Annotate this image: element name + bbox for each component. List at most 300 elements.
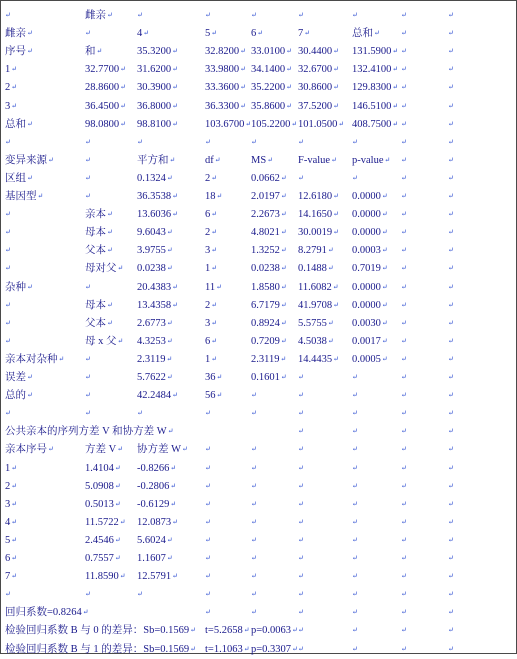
cell-text: 0.7209 xyxy=(251,335,280,347)
table-cell xyxy=(251,259,287,277)
cell-end-mark-icon: ↵ xyxy=(448,391,454,400)
cell-end-mark-icon: ↵ xyxy=(267,155,274,164)
table-cell xyxy=(352,151,390,169)
cell-end-mark-icon: ↵ xyxy=(448,65,454,74)
table-cell xyxy=(205,585,211,603)
cell-text: 5.7622 xyxy=(137,372,166,383)
cell-text: 总的 xyxy=(5,390,26,402)
table-cell xyxy=(5,459,17,477)
table-cell xyxy=(85,42,102,60)
cell-end-mark-icon: ↵ xyxy=(11,499,18,508)
cell-text: 408.7500 xyxy=(352,118,392,130)
cell-end-mark-icon: ↵ xyxy=(352,427,358,436)
table-cell xyxy=(401,640,407,658)
cell-text: 5 xyxy=(5,534,11,546)
table-cell xyxy=(298,640,304,658)
cell-text: 14.4435 xyxy=(298,353,333,365)
table-cell xyxy=(352,495,358,513)
cell-end-mark-icon: ↵ xyxy=(114,554,121,562)
cell-end-mark-icon: ↵ xyxy=(401,626,407,635)
table-cell xyxy=(298,205,339,223)
table-cell xyxy=(298,549,304,567)
table-row xyxy=(1,459,516,477)
table-cell xyxy=(401,24,407,42)
table-cell xyxy=(5,187,43,205)
cell-end-mark-icon: ↵ xyxy=(5,246,11,255)
cell-end-mark-icon: ↵ xyxy=(401,155,407,164)
cell-end-mark-icon: ↵ xyxy=(352,391,358,400)
table-cell xyxy=(448,459,454,477)
cell-end-mark-icon: ↵ xyxy=(172,101,178,110)
table-cell xyxy=(5,24,33,42)
table-cell xyxy=(205,241,217,259)
cell-end-mark-icon: ↵ xyxy=(205,499,211,508)
table-cell xyxy=(85,513,126,531)
cell-end-mark-icon: ↵ xyxy=(298,409,304,418)
table-cell xyxy=(137,24,149,42)
table-cell xyxy=(137,278,178,296)
cell-end-mark-icon: ↵ xyxy=(448,354,454,363)
cell-text: 33.3600 xyxy=(205,82,240,94)
cell-end-mark-icon: ↵ xyxy=(205,137,211,146)
cell-end-mark-icon: ↵ xyxy=(251,535,257,544)
table-cell xyxy=(137,549,173,567)
table-cell xyxy=(251,205,287,223)
cell-text: 35.2200 xyxy=(251,82,286,94)
cell-text: 32.6700 xyxy=(298,64,333,76)
cell-end-mark-icon: ↵ xyxy=(85,29,91,38)
table-cell xyxy=(251,459,257,477)
table-cell xyxy=(401,477,407,495)
cell-end-mark-icon: ↵ xyxy=(448,228,454,237)
table-cell xyxy=(205,332,217,350)
table-cell xyxy=(205,78,246,96)
cell-text: 协方差 W xyxy=(137,444,182,456)
cell-end-mark-icon: ↵ xyxy=(448,409,454,418)
table-cell xyxy=(298,97,339,115)
table-cell xyxy=(205,621,250,639)
table-cell xyxy=(298,223,339,241)
table-cell xyxy=(251,477,257,495)
cell-end-mark-icon: ↵ xyxy=(211,246,218,255)
cell-text: 32.7700 xyxy=(85,64,120,76)
cell-end-mark-icon: ↵ xyxy=(27,282,33,291)
table-cell xyxy=(352,422,358,440)
table-cell xyxy=(5,6,11,24)
cell-text: 30.0019 xyxy=(298,227,333,239)
cell-end-mark-icon: ↵ xyxy=(280,336,287,345)
cell-end-mark-icon: ↵ xyxy=(448,336,454,345)
cell-text: 5.5755 xyxy=(298,317,327,329)
table-cell xyxy=(205,459,211,477)
cell-text: 父本 xyxy=(85,245,106,257)
cell-end-mark-icon: ↵ xyxy=(401,119,407,128)
cell-end-mark-icon: ↵ xyxy=(211,173,218,182)
cell-end-mark-icon: ↵ xyxy=(327,336,334,345)
table-cell xyxy=(298,241,334,259)
table-cell xyxy=(205,513,211,531)
cell-text: 4 xyxy=(137,28,143,40)
table-cell xyxy=(137,513,178,531)
cell-end-mark-icon: ↵ xyxy=(401,481,407,490)
table-cell xyxy=(137,477,176,495)
cell-end-mark-icon: ↵ xyxy=(352,409,358,418)
table-cell xyxy=(298,259,334,277)
cell-end-mark-icon: ↵ xyxy=(384,155,391,164)
cell-end-mark-icon: ↵ xyxy=(381,246,388,255)
table-cell xyxy=(205,296,217,314)
table-row xyxy=(1,332,516,350)
table-cell xyxy=(448,422,454,440)
table-cell xyxy=(205,640,250,658)
table-cell xyxy=(298,440,304,458)
table-cell xyxy=(401,549,407,567)
cell-end-mark-icon: ↵ xyxy=(401,11,407,19)
cell-end-mark-icon: ↵ xyxy=(381,300,388,309)
table-cell xyxy=(448,621,454,639)
table-cell xyxy=(352,640,358,658)
cell-end-mark-icon: ↵ xyxy=(85,391,91,400)
cell-end-mark-icon: ↵ xyxy=(338,119,345,128)
cell-end-mark-icon: ↵ xyxy=(211,354,218,363)
cell-end-mark-icon: ↵ xyxy=(333,300,339,309)
cell-text: 3 xyxy=(205,317,211,329)
cell-text: 误差 xyxy=(5,372,26,383)
cell-end-mark-icon: ↵ xyxy=(211,264,218,273)
cell-end-mark-icon: ↵ xyxy=(211,228,218,237)
table-cell xyxy=(205,151,221,169)
table-cell xyxy=(401,621,407,639)
table-cell xyxy=(448,6,454,24)
table-cell xyxy=(251,440,257,458)
cell-end-mark-icon: ↵ xyxy=(392,119,399,128)
cell-text: 2.6773 xyxy=(137,317,166,329)
table-cell xyxy=(5,169,33,187)
cell-end-mark-icon: ↵ xyxy=(243,626,250,635)
table-cell xyxy=(448,404,454,422)
cell-end-mark-icon: ↵ xyxy=(11,481,18,490)
cell-end-mark-icon: ↵ xyxy=(119,517,126,526)
cell-text: 14.1650 xyxy=(298,209,333,221)
cell-end-mark-icon: ↵ xyxy=(448,427,454,436)
cell-end-mark-icon: ↵ xyxy=(27,47,33,56)
cell-end-mark-icon: ↵ xyxy=(85,409,91,418)
table-cell xyxy=(251,133,257,151)
table-cell xyxy=(298,531,304,549)
cell-end-mark-icon: ↵ xyxy=(114,481,121,490)
cell-end-mark-icon: ↵ xyxy=(137,409,143,418)
cell-text: 30.3900 xyxy=(137,82,172,94)
table-cell xyxy=(205,169,217,187)
cell-end-mark-icon: ↵ xyxy=(381,210,388,219)
cell-end-mark-icon: ↵ xyxy=(114,463,121,472)
cell-end-mark-icon: ↵ xyxy=(11,101,18,110)
cell-end-mark-icon: ↵ xyxy=(401,535,407,544)
cell-end-mark-icon: ↵ xyxy=(352,517,358,526)
table-row xyxy=(1,151,516,169)
cell-end-mark-icon: ↵ xyxy=(211,300,218,309)
cell-end-mark-icon: ↵ xyxy=(170,499,177,508)
table-cell xyxy=(5,223,11,241)
cell-end-mark-icon: ↵ xyxy=(401,590,407,599)
cell-text: 20.4383 xyxy=(137,281,172,293)
table-cell xyxy=(5,205,11,223)
cell-end-mark-icon: ↵ xyxy=(292,626,298,635)
cell-end-mark-icon: ↵ xyxy=(352,499,358,508)
table-cell xyxy=(352,368,358,386)
table-cell xyxy=(298,585,304,603)
table-cell xyxy=(205,386,222,404)
cell-end-mark-icon: ↵ xyxy=(333,192,339,200)
cell-text: 0.0017 xyxy=(352,335,381,347)
table-cell xyxy=(352,133,358,151)
cell-end-mark-icon: ↵ xyxy=(172,300,178,309)
table-cell xyxy=(352,404,358,422)
table-cell xyxy=(448,97,454,115)
table-row xyxy=(1,314,516,332)
cell-end-mark-icon: ↵ xyxy=(448,83,454,92)
table-cell xyxy=(85,531,121,549)
table-cell xyxy=(401,603,407,621)
table-cell xyxy=(448,585,454,603)
cell-end-mark-icon: ↵ xyxy=(331,155,337,164)
cell-text: 0.7557 xyxy=(85,553,114,564)
table-cell xyxy=(401,278,407,296)
cell-end-mark-icon: ↵ xyxy=(211,336,218,345)
cell-text: 区组 xyxy=(5,172,26,184)
cell-end-mark-icon: ↵ xyxy=(327,264,334,273)
cell-end-mark-icon: ↵ xyxy=(205,535,211,544)
table-cell xyxy=(401,205,407,223)
table-cell xyxy=(352,24,380,42)
cell-text: -0.2806 xyxy=(137,480,170,492)
table-row xyxy=(1,278,516,296)
cell-text: 0.0003 xyxy=(352,245,381,257)
table-cell xyxy=(251,368,287,386)
cell-text: 母本 xyxy=(85,299,106,311)
cell-text: 2 xyxy=(205,299,211,311)
table-cell xyxy=(401,78,407,96)
cell-end-mark-icon: ↵ xyxy=(280,246,287,255)
cell-end-mark-icon: ↵ xyxy=(401,228,407,237)
cell-end-mark-icon: ↵ xyxy=(286,47,292,56)
table-cell xyxy=(448,133,454,151)
cell-end-mark-icon: ↵ xyxy=(352,608,358,617)
cell-end-mark-icon: ↵ xyxy=(166,354,173,363)
cell-text: 8.2791 xyxy=(298,245,327,257)
cell-end-mark-icon: ↵ xyxy=(327,246,334,255)
cell-end-mark-icon: ↵ xyxy=(167,427,174,436)
table-cell xyxy=(137,350,172,368)
table-cell xyxy=(205,549,211,567)
table-cell xyxy=(448,296,454,314)
cell-end-mark-icon: ↵ xyxy=(401,246,407,255)
cell-end-mark-icon: ↵ xyxy=(448,264,454,273)
cell-text: MS xyxy=(251,154,267,166)
table-cell xyxy=(137,6,143,24)
table-cell xyxy=(205,205,217,223)
cell-text: 35.8600 xyxy=(251,100,286,112)
cell-text: 101.0500 xyxy=(298,118,338,130)
table-cell xyxy=(251,78,292,96)
table-cell xyxy=(251,296,287,314)
table-cell xyxy=(205,133,211,151)
table-cell xyxy=(85,151,91,169)
cell-text: 131.5900 xyxy=(352,46,392,58)
table-cell xyxy=(352,78,398,96)
table-row xyxy=(1,567,516,585)
cell-end-mark-icon: ↵ xyxy=(374,29,380,38)
cell-text: 父本 xyxy=(85,317,106,329)
cell-end-mark-icon: ↵ xyxy=(401,192,407,200)
cell-text: 基因型 xyxy=(5,191,37,202)
table-cell xyxy=(205,404,211,422)
table-cell xyxy=(5,350,64,368)
cell-end-mark-icon: ↵ xyxy=(401,264,407,273)
table-cell xyxy=(205,278,222,296)
cell-text: 0.0662 xyxy=(251,172,280,184)
table-row xyxy=(1,422,516,440)
table-cell xyxy=(85,549,121,567)
cell-end-mark-icon: ↵ xyxy=(172,192,178,200)
table-cell xyxy=(298,332,334,350)
table-cell xyxy=(251,151,273,169)
table-cell xyxy=(5,585,11,603)
table-cell xyxy=(448,513,454,531)
cell-end-mark-icon: ↵ xyxy=(251,11,257,19)
cell-text: 母本 xyxy=(85,227,106,239)
cell-end-mark-icon: ↵ xyxy=(381,318,388,327)
cell-text: 146.5100 xyxy=(352,100,392,112)
table-cell xyxy=(298,6,304,24)
cell-text: p=0.3307 xyxy=(251,643,292,655)
table-cell xyxy=(137,151,175,169)
cell-end-mark-icon: ↵ xyxy=(401,300,407,309)
table-cell xyxy=(352,97,398,115)
cell-end-mark-icon: ↵ xyxy=(172,83,178,92)
table-cell xyxy=(85,296,113,314)
cell-text: 2 xyxy=(205,227,211,239)
table-cell xyxy=(85,404,91,422)
table-cell xyxy=(85,368,91,386)
cell-end-mark-icon: ↵ xyxy=(5,336,11,345)
cell-end-mark-icon: ↵ xyxy=(448,445,454,454)
cell-text: F-value xyxy=(298,154,331,166)
table-cell xyxy=(85,24,91,42)
table-row xyxy=(1,115,516,133)
cell-text: 36.3538 xyxy=(137,191,172,202)
cell-end-mark-icon: ↵ xyxy=(251,445,257,454)
table-cell xyxy=(298,477,304,495)
table-cell xyxy=(298,567,304,585)
cell-end-mark-icon: ↵ xyxy=(304,29,311,38)
cell-end-mark-icon: ↵ xyxy=(205,409,211,418)
table-cell xyxy=(401,296,407,314)
cell-end-mark-icon: ↵ xyxy=(182,445,188,454)
table-cell xyxy=(251,332,287,350)
table-cell xyxy=(298,296,339,314)
cell-end-mark-icon: ↵ xyxy=(5,228,11,237)
cell-end-mark-icon: ↵ xyxy=(170,463,177,472)
table-cell xyxy=(251,350,286,368)
cell-end-mark-icon: ↵ xyxy=(211,318,218,327)
table-cell xyxy=(352,440,358,458)
cell-text: 11.5722 xyxy=(85,516,119,528)
table-cell xyxy=(5,477,17,495)
cell-end-mark-icon: ↵ xyxy=(117,264,124,273)
cell-end-mark-icon: ↵ xyxy=(216,192,223,200)
cell-text: 28.8600 xyxy=(85,82,120,94)
cell-text: 37.5200 xyxy=(298,100,333,112)
cell-end-mark-icon: ↵ xyxy=(240,83,246,92)
table-cell xyxy=(401,133,407,151)
cell-end-mark-icon: ↵ xyxy=(96,47,103,56)
table-cell xyxy=(352,314,388,332)
table-cell xyxy=(85,78,126,96)
cell-text: 检验回归系数 B 与 0 的差异：Sb=0.1569 xyxy=(5,625,190,637)
cell-end-mark-icon: ↵ xyxy=(401,391,407,400)
cell-end-mark-icon: ↵ xyxy=(401,354,407,363)
cell-end-mark-icon: ↵ xyxy=(352,481,358,490)
cell-text: 母 x 父 xyxy=(85,335,117,347)
cell-end-mark-icon: ↵ xyxy=(298,626,304,635)
cell-end-mark-icon: ↵ xyxy=(166,373,173,381)
table-cell xyxy=(5,404,11,422)
cell-end-mark-icon: ↵ xyxy=(205,445,211,454)
table-cell xyxy=(251,621,298,639)
table-cell xyxy=(205,368,222,386)
cell-text: 9.6043 xyxy=(137,227,166,239)
cell-text: 33.0100 xyxy=(251,46,286,58)
cell-end-mark-icon: ↵ xyxy=(172,119,178,128)
table-cell xyxy=(137,259,173,277)
cell-text: 0.0000 xyxy=(352,209,381,221)
cell-text: 11.6082 xyxy=(298,281,332,293)
table-cell xyxy=(352,386,358,404)
cell-end-mark-icon: ↵ xyxy=(166,228,173,237)
table-cell xyxy=(205,531,211,549)
table-cell xyxy=(352,6,358,24)
table-cell xyxy=(137,314,173,332)
cell-end-mark-icon: ↵ xyxy=(448,282,454,291)
cell-text: 公共亲本的序列方差 V 和协方差 W xyxy=(5,426,167,438)
cell-text: 1 xyxy=(5,462,11,474)
cell-end-mark-icon: ↵ xyxy=(332,282,339,291)
table-cell xyxy=(298,133,304,151)
table-cell xyxy=(352,259,388,277)
cell-end-mark-icon: ↵ xyxy=(448,373,454,381)
table-row xyxy=(1,603,516,621)
table-cell xyxy=(137,567,178,585)
table-cell xyxy=(401,459,407,477)
cell-text: 3.9755 xyxy=(137,245,166,257)
cell-text: 56 xyxy=(205,390,216,402)
table-row xyxy=(1,495,516,513)
table-cell xyxy=(298,404,304,422)
table-cell xyxy=(448,60,454,78)
cell-end-mark-icon: ↵ xyxy=(166,318,173,327)
table-row xyxy=(1,513,516,531)
cell-text: 6 xyxy=(5,553,11,564)
table-cell xyxy=(298,78,339,96)
cell-end-mark-icon: ↵ xyxy=(298,173,304,182)
cell-end-mark-icon: ↵ xyxy=(401,644,407,653)
table-cell xyxy=(251,223,287,241)
table-cell xyxy=(85,115,126,133)
table-cell xyxy=(401,259,407,277)
cell-end-mark-icon: ↵ xyxy=(172,210,178,219)
cell-end-mark-icon: ↵ xyxy=(251,608,257,617)
